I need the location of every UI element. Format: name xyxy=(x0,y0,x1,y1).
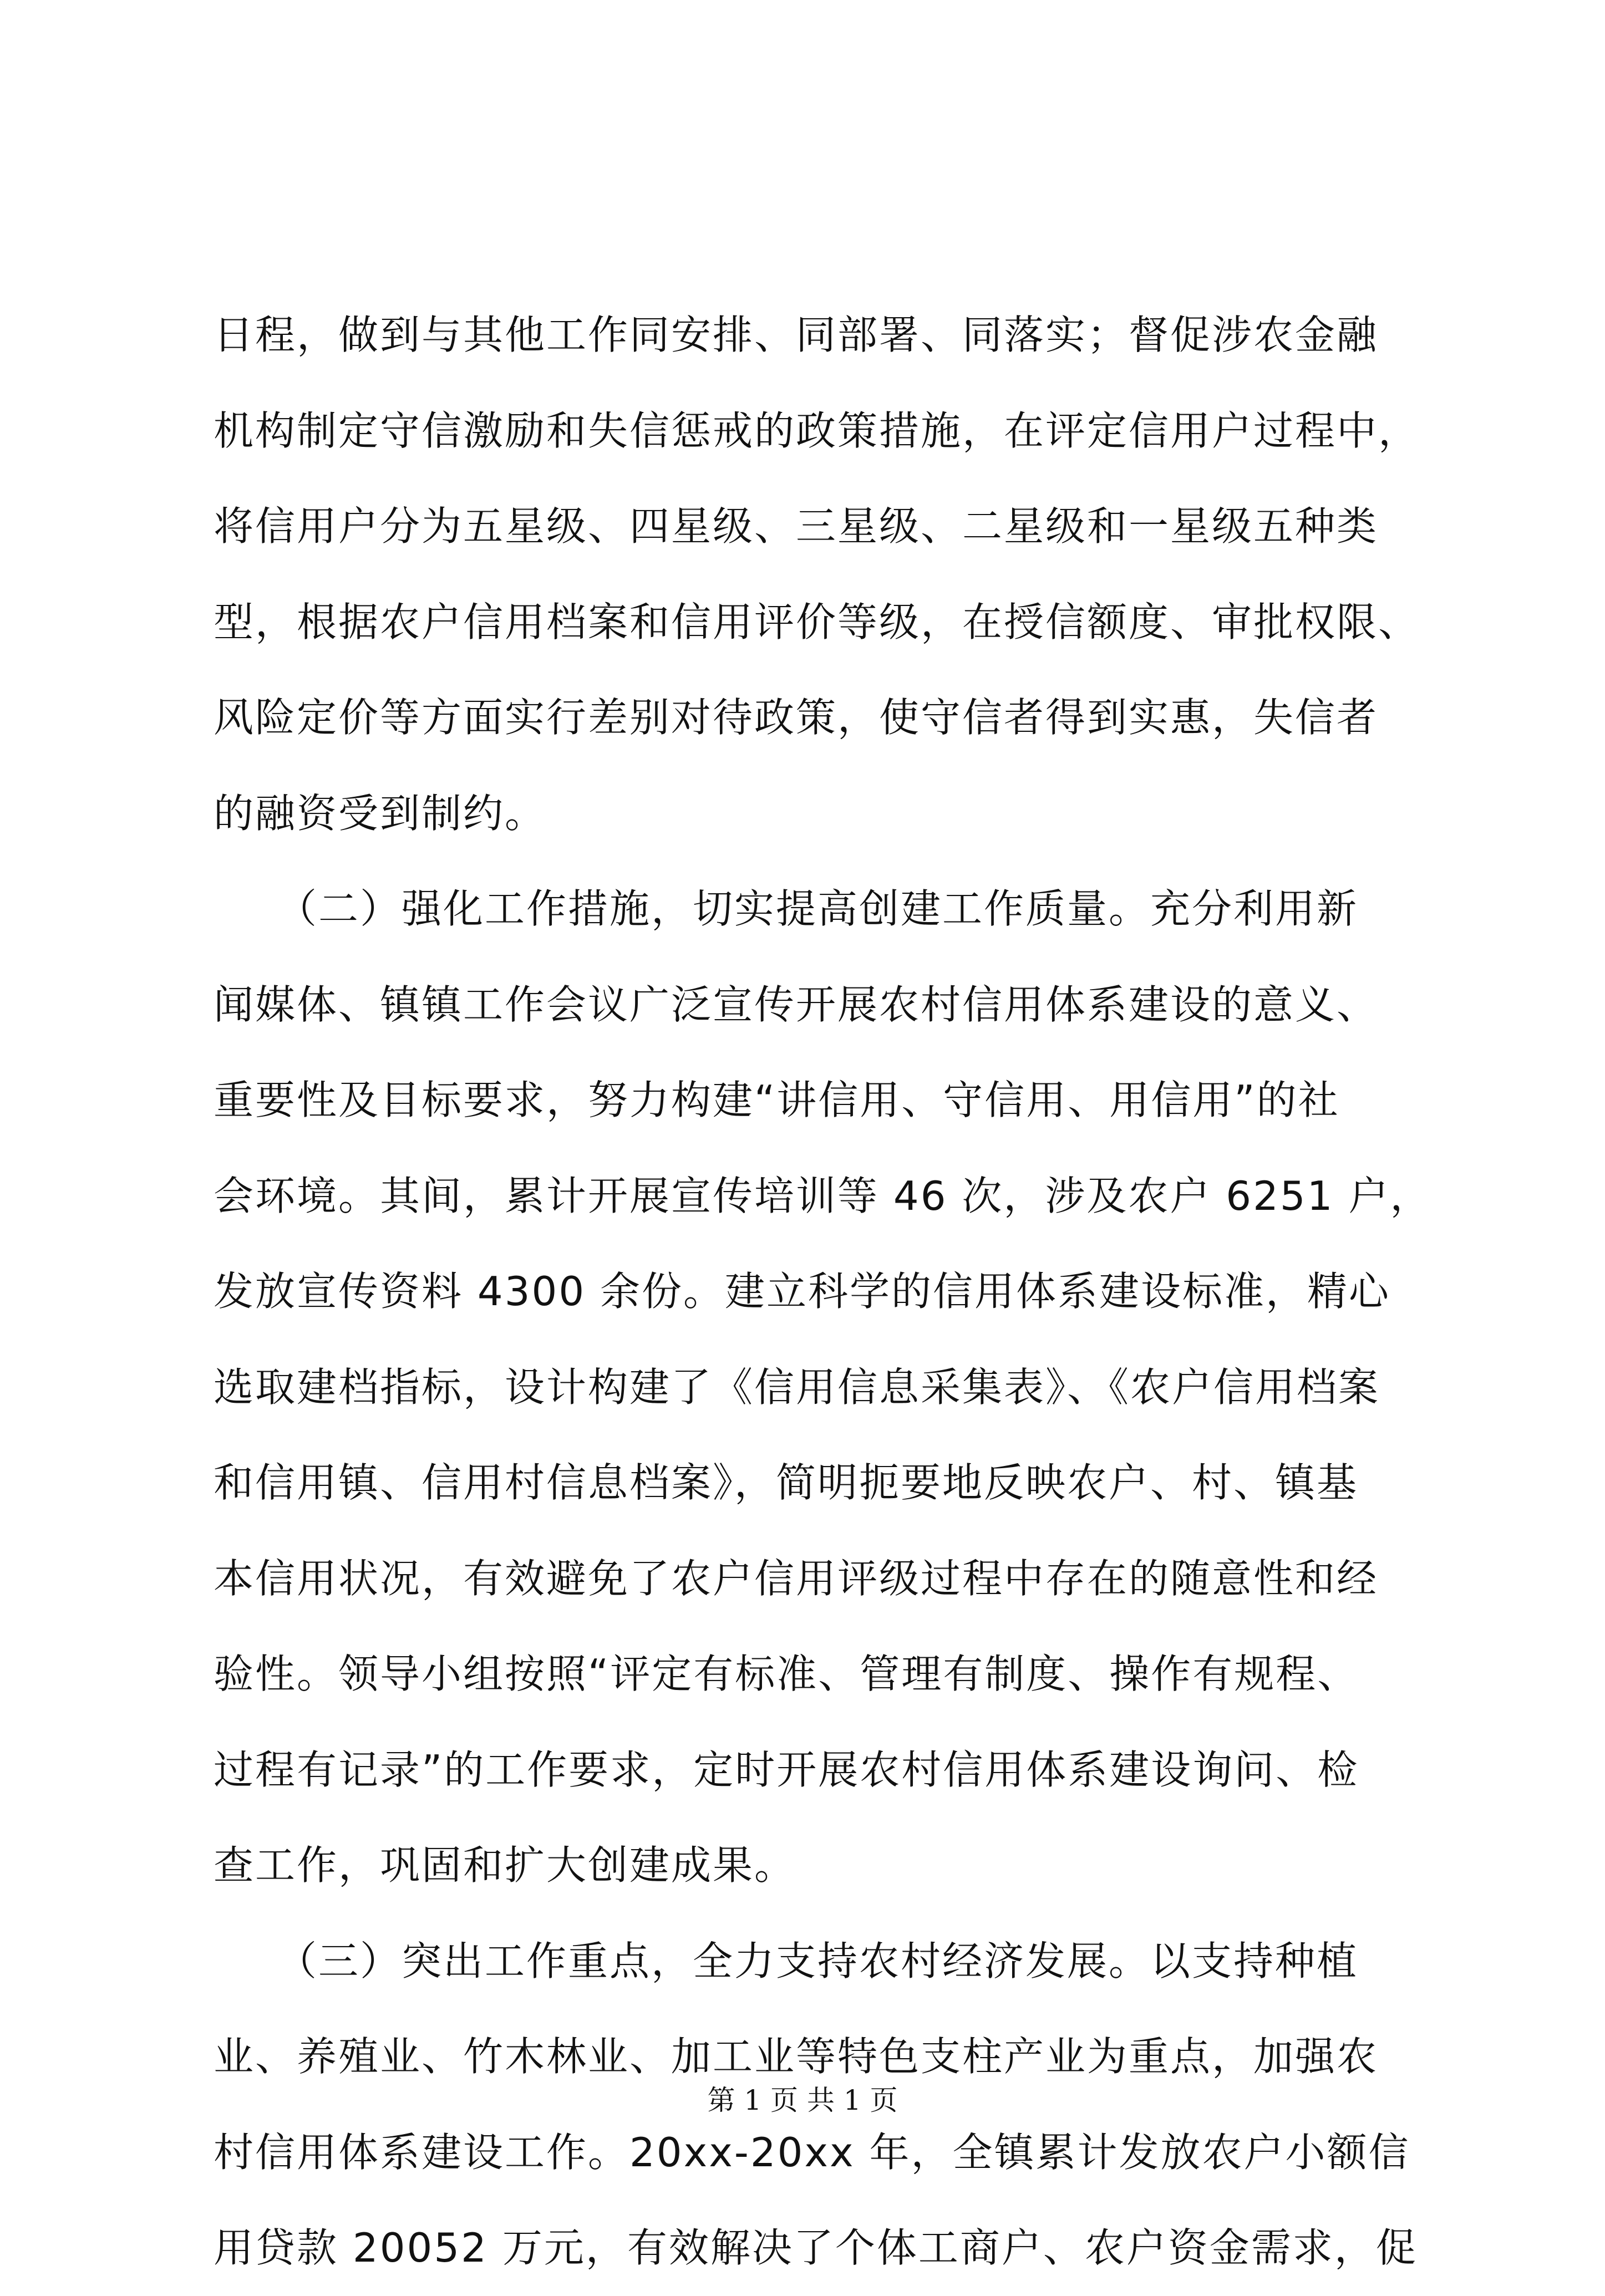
text-line: 和信用镇、信用村信息档案》，简明扼要地反映农户、村、镇基 xyxy=(214,1459,1359,1506)
text-line: 日程，做到与其他工作同安排、同部署、同落实；督促涉农金融 xyxy=(214,312,1379,358)
text-line: 会环境。其间，累计开展宣传培训等 46 次，涉及农户 6251 户， xyxy=(214,1172,1432,1219)
body-text xyxy=(214,287,1456,2296)
text-line: 闻媒体、镇镇工作会议广泛宣传开展农村信用体系建设的意义、 xyxy=(214,981,1379,1028)
page-number-label: 第 1 页 共 1 页 xyxy=(707,2084,898,2116)
text-line: 型，根据农户信用档案和信用评价等级，在授信额度、审批权限、 xyxy=(214,598,1420,645)
text-line: 重要性及目标要求，努力构建“讲信用、守信用、用信用”的社 xyxy=(214,1077,1340,1123)
text-line: 本信用状况，有效避免了农户信用评级过程中存在的随意性和经 xyxy=(214,1555,1379,1602)
text-line: 将信用户分为五星级、四星级、三星级、二星级和一星级五种类 xyxy=(214,503,1379,549)
text-line: 过程有记录”的工作要求，定时开展农村信用体系建设询问、检 xyxy=(214,1746,1359,1793)
text-line: 验性。领导小组按照“评定有标准、管理有制度、操作有规程、 xyxy=(214,1651,1359,1697)
text-line: 用贷款 20052 万元，有效解决了个体工商户、农户资金需求，促 xyxy=(214,2224,1418,2271)
text-line: （三）突出工作重点，全力支持农村经济发展。以支持种植 xyxy=(214,1937,1359,1984)
text-line: 的融资受到制约。 xyxy=(214,790,547,837)
text-line: 风险定价等方面实行差别对待政策，使守信者得到实惠，失信者 xyxy=(214,694,1379,741)
text-line: 选取建档指标，设计构建了《信用信息采集表》、《农户信用档案 xyxy=(214,1363,1380,1411)
text-line: 机构制定守信激励和失信惩戒的政策措施，在评定信用户过程中， xyxy=(214,407,1420,454)
text-line: 发放宣传资料 4300 余份。建立科学的信用体系建设标准，精心 xyxy=(214,1268,1391,1315)
text-line: 村信用体系建设工作。20xx-20xx 年，全镇累计发放农户小额信 xyxy=(214,2129,1410,2176)
text-line: （二）强化工作措施，切实提高创建工作质量。充分利用新 xyxy=(214,885,1359,932)
text-line: 业、养殖业、竹木林业、加工业等特色支柱产业为重点，加强农 xyxy=(214,2033,1379,2080)
page-footer xyxy=(0,2081,1605,2120)
text-line: 查工作，巩固和扩大创建成果。 xyxy=(214,1842,796,1888)
